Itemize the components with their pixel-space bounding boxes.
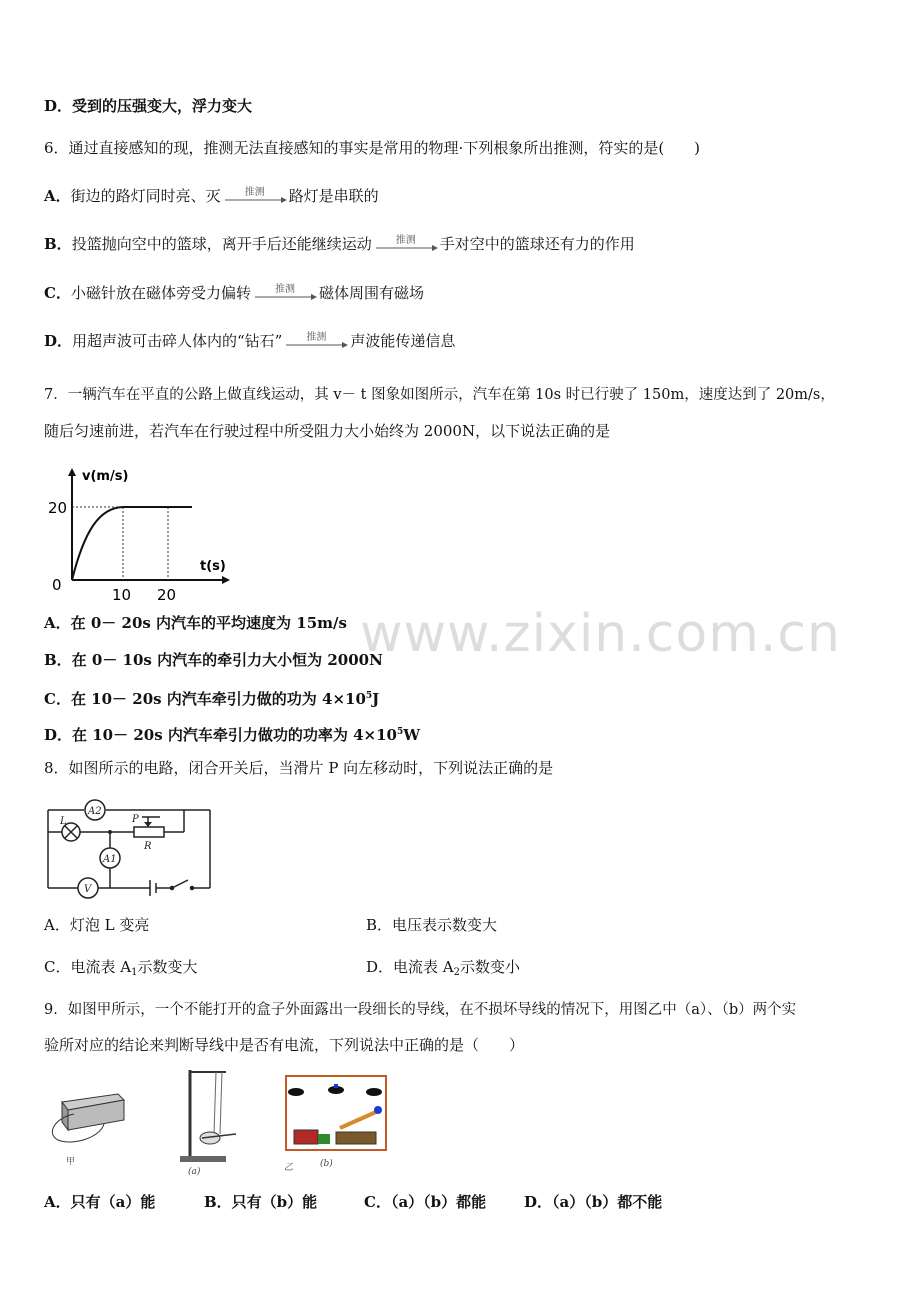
q9-option-c: C．（a）（b）都能 [364,1193,487,1211]
q8-stem: 8．如图所示的电路，闭合开关后，当滑片 P 向左移动时，下列说法正确的是 [44,759,554,777]
q8-circuit-diagram [44,792,216,900]
ammeter-a2-label: A2 [88,806,102,817]
fig-label-a: (a) [188,1167,201,1176]
q7-stem-line1: 7．一辆汽车在平直的公路上做直线运动，其 v－ t 图象如图所示，汽车在第 10s 时已行驶了 150m，速度达到了 20m/s， [44,387,835,403]
watermark: www.zixin.com.cn [360,604,841,664]
graph-x-tick-20: 20 [157,586,177,602]
q8-option-c: C．电流表 $A_1$示数变大 [44,958,198,978]
q7-option-d: D．在 10－ 20s 内汽车牵引力做功的功率为 $4\times 10^5W$ [44,726,421,744]
lamp-label: L [60,816,67,827]
inference-arrow-icon: 推测 [223,187,287,207]
q6-option-b: B．投篮抛向空中的篮球，离开手后还能继续运动 推测 手对空中的篮球还有力的作用 [44,235,635,253]
q5-option-d: D．受到的压强变大，浮力变大 [44,97,253,115]
q9-stem-line2: 验所对应的结论来判断导线中是否有电流，下列说法中正确的是（ ） [44,1036,525,1054]
q8-option-a: A．灯泡 L 变亮 [44,916,150,934]
q7-option-a: A．在 0－ 20s 内汽车的平均速度为 15m/s [44,614,347,632]
experiment-b-figure [280,1070,392,1176]
voltmeter-label: V [84,884,92,895]
q9-option-a: A．只有（a）能 [44,1193,156,1211]
experiment-a-figure [176,1066,256,1176]
q7-vt-graph [44,462,234,602]
q7-stem-line2: 随后匀速前进，若汽车在行驶过程中所受阻力大小始终为 2000N，以下说法正确的是 [44,422,611,440]
box-with-wire-figure [44,1088,134,1168]
graph-origin: 0 [52,576,62,594]
q8-option-d: D．电流表 $A_2$示数变小 [366,958,521,978]
q7-option-b: B．在 0－ 10s 内汽车的牵引力大小恒为 2000N [44,651,383,669]
q6-option-d: D．用超声波可击碎人体内的“钻石” 推测 声波能传递信息 [44,332,456,350]
graph-xlabel: t(s) [200,559,226,574]
inference-arrow-icon: 推测 [284,332,348,352]
graph-ylabel: v(m/s) [82,469,129,484]
fig-label-jia: 甲 [66,1157,76,1167]
graph-y-tick: 20 [48,499,68,517]
fig-label-b: (b) [320,1159,333,1169]
q6-option-c: C．小磁针放在磁体旁受力偏转 推测 磁体周围有磁场 [44,284,424,302]
q9-option-d: D．（a）（b）都不能 [524,1193,663,1211]
q7-option-c: C．在 10－ 20s 内汽车牵引力做的功为 $4\times 10^5J$ [44,690,380,708]
fig-label-yi: 乙 [284,1163,294,1173]
q6-stem: 6．通过直接感知的现，推测无法直接感知的事实是常用的物理·下列根象所出推测，符实的是( ) [44,139,701,157]
inference-arrow-icon: 推测 [253,284,317,304]
ammeter-a1-label: A1 [103,854,117,865]
rheostat-label: R [144,841,152,852]
q8-option-b: B．电压表示数变大 [366,916,498,934]
q6-option-a: A．街边的路灯同时亮、灭 推测 路灯是串联的 [44,187,379,205]
q9-option-b: B．只有（b）能 [204,1193,318,1211]
inference-arrow-icon: 推测 [374,235,438,255]
graph-x-tick-10: 10 [112,586,132,602]
slider-label: P [132,814,139,825]
q9-stem-line1: 9．如图甲所示，一个不能打开的盒子外面露出一段细长的导线，在不损坏导线的情况下，用图乙中（a）、（b）两个实 [44,1002,797,1018]
